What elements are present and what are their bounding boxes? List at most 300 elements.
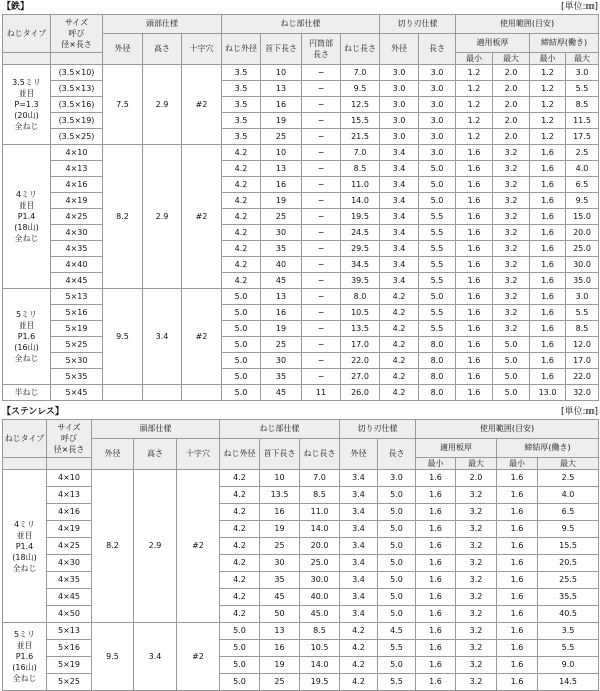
cd-cell: 4.2 [380,353,419,369]
ss-header-screw-type: ねじタイプ [3,420,47,458]
cl-cell: 3.0 [419,65,456,81]
dia-cell: 3.5 [222,65,261,81]
cyl-cell: − [302,129,341,145]
dia-cell: 5.0 [220,623,260,640]
size-cell: 5×16 [47,640,92,657]
cd-cell: 3.4 [380,193,419,209]
len-cell: 25 [260,538,300,555]
fmax-cell: 20.5 [538,555,599,572]
pmax-cell: 3.2 [456,572,497,589]
cyl-cell: − [302,225,341,241]
ss-header-blank-a [3,458,47,470]
thread-cell: 19.5 [341,209,380,225]
cl-cell: 4.5 [378,623,416,640]
pmin-cell: 1.6 [416,606,456,623]
size-cell: 4×10 [51,145,103,161]
size-cell: 5×25 [51,337,103,353]
pmin-cell: 1.2 [456,113,493,129]
cd-cell: 3.0 [380,129,419,145]
cd-cell: 3.4 [380,161,419,177]
len-cell: 25 [260,674,300,691]
ss-header-cross-recess: 十字穴 [177,439,220,470]
ss-header-cut-length: 長さ [378,439,416,470]
size-cell: 5×19 [47,657,92,674]
cyl-cell: − [302,353,341,369]
height-cell: 2.9 [134,470,177,623]
cyl-cell: − [302,369,341,385]
ss-header-thread-length: ねじ長さ [300,439,340,470]
fmin-cell: 1.6 [497,623,538,640]
header-under-head: 首下長さ [261,34,302,65]
fmin-cell: 1.6 [530,305,566,321]
thread-cell: 34.5 [341,257,380,273]
fmax-cell: 35.5 [538,589,599,606]
fmin-cell: 1.6 [497,640,538,657]
cd-cell: 3.4 [380,273,419,289]
pmin-cell: 1.6 [456,161,493,177]
ss-header-plate-max: 最大 [456,458,497,470]
len-cell: 25 [261,129,302,145]
len-cell: 45 [260,589,300,606]
cl-cell: 3.0 [419,81,456,97]
pmax-cell: 3.2 [456,521,497,538]
pmax-cell: 5.0 [493,369,530,385]
table-row [3,65,599,81]
fmax-cell: 5.5 [566,305,599,321]
cd-cell: 3.4 [380,257,419,273]
cd-cell: 3.4 [340,504,378,521]
cl-cell: 8.0 [419,369,456,385]
dia-cell: 5.0 [220,657,260,674]
thread-cell: 24.5 [341,225,380,241]
table-row [3,385,599,401]
fmin-cell: 1.6 [497,487,538,504]
cyl-cell: − [302,257,341,273]
fmin-cell: 1.2 [530,65,566,81]
size-cell: 4×40 [51,257,103,273]
ss-header-size-text: サイズ 呼び 径×長さ [53,423,85,454]
pmax-cell: 3.2 [493,177,530,193]
dia-cell: 4.2 [220,589,260,606]
cl-cell: 5.0 [378,589,416,606]
pmin-cell: 1.2 [456,97,493,113]
len-cell: 10 [261,65,302,81]
header-cutting-spec: 切り刃仕様 [380,15,456,34]
cd-cell: 4.2 [380,337,419,353]
thread-cell: 45.0 [300,606,340,623]
cd-cell: 3.4 [340,538,378,555]
size-cell: 4×45 [51,273,103,289]
thread-cell: 15.5 [341,113,380,129]
dia-cell: 4.2 [220,521,260,538]
fmax-cell: 15.5 [538,538,599,555]
thread-cell: 8.5 [300,623,340,640]
pmin-cell: 1.6 [416,674,456,691]
fmin-cell: 13.0 [530,385,566,401]
table-row [3,97,599,113]
cyl-cell: − [302,145,341,161]
thread-cell: 13.5 [341,321,380,337]
pmax-cell: 2.0 [456,470,497,487]
stainless-spec-table [2,419,599,691]
screw-type-text: 4ミリ 並目 P1.4 (18山) 全ねじ [14,190,39,243]
pmax-cell: 3.2 [493,257,530,273]
stainless-title: 【ステンレス】 [2,407,64,417]
cl-cell: 5.0 [419,289,456,305]
dia-cell: 4.2 [220,555,260,572]
table-row [3,129,599,145]
pmax-cell: 3.2 [493,209,530,225]
thread-cell: 25.0 [300,555,340,572]
table-row [3,369,599,385]
len-cell: 45 [261,385,302,401]
table-row [3,470,599,487]
cl-cell: 3.0 [378,470,416,487]
thread-cell: 27.0 [341,369,380,385]
fmax-cell: 11.5 [566,113,599,129]
pmax-cell: 3.2 [456,538,497,555]
cd-cell: 4.2 [340,640,378,657]
iron-unit: [単位:㎜] [560,2,598,12]
cd-cell: 4.2 [340,674,378,691]
fmax-cell: 12.0 [566,337,599,353]
cl-cell: 5.0 [419,193,456,209]
fmax-cell: 15.0 [566,209,599,225]
header-plate: 適用板厚 [456,34,530,53]
size-cell: 4×35 [47,572,92,589]
len-cell: 19 [261,113,302,129]
header-size [51,15,103,53]
fmin-cell: 1.6 [497,589,538,606]
cl-cell: 3.0 [419,97,456,113]
len-cell: 25 [261,209,302,225]
fmin-cell: 1.6 [497,606,538,623]
height-cell [143,385,182,401]
dia-cell: 5.0 [222,337,261,353]
thread-cell: 11.0 [341,177,380,193]
table-row [3,273,599,289]
dia-cell: 5.0 [220,640,260,657]
fmin-cell: 1.6 [497,657,538,674]
height-cell: 3.4 [134,623,177,691]
cd-cell: 4.2 [380,289,419,305]
len-cell: 50 [260,606,300,623]
cyl-cell: − [302,193,341,209]
size-cell: (3.5×25) [51,129,103,145]
cyl-cell: − [302,113,341,129]
dia-cell: 5.0 [222,305,261,321]
fmin-cell: 1.6 [530,161,566,177]
screw-type-text: 半ねじ [14,388,39,397]
fmin-cell: 1.6 [530,177,566,193]
pmin-cell: 1.6 [456,369,493,385]
header-plate-max: 最大 [493,53,530,65]
size-cell: 5×25 [47,674,92,691]
outer-cell: 9.5 [103,289,143,385]
ss-header-fasten-max: 最大 [538,458,599,470]
table-row [3,177,599,193]
fmax-cell: 20.0 [566,225,599,241]
fmin-cell: 1.6 [530,225,566,241]
pmin-cell: 1.6 [416,538,456,555]
cl-cell: 5.5 [419,241,456,257]
cd-cell: 3.4 [340,487,378,504]
header-thread-spec: ねじ部仕様 [222,15,380,34]
table-row [3,321,599,337]
table-row [3,225,599,241]
cd-cell: 3.4 [380,241,419,257]
dia-cell: 4.2 [222,145,261,161]
cyl-cell: − [302,81,341,97]
pmin-cell: 1.6 [456,241,493,257]
pmax-cell: 2.0 [493,129,530,145]
thread-cell: 39.5 [341,273,380,289]
cyl-cell: − [302,321,341,337]
fmin-cell: 1.6 [530,321,566,337]
size-cell: (3.5×19) [51,113,103,129]
pmin-cell: 1.6 [416,487,456,504]
table-row [3,289,599,305]
dia-cell: 5.0 [222,353,261,369]
size-cell: 4×16 [47,504,92,521]
table-row [3,145,599,161]
size-cell: 4×13 [51,161,103,177]
fmax-cell: 5.5 [566,81,599,97]
fmax-cell: 40.5 [538,606,599,623]
pmin-cell: 1.6 [416,657,456,674]
fmax-cell: 6.5 [566,177,599,193]
cyl-cell: − [302,273,341,289]
thread-cell: 14.0 [300,521,340,538]
thread-cell: 12.5 [341,97,380,113]
dia-cell: 5.0 [222,321,261,337]
fmin-cell: 1.6 [530,241,566,257]
thread-cell: 7.0 [341,145,380,161]
pmin-cell: 1.2 [456,65,493,81]
len-cell: 19 [261,193,302,209]
table-row [3,161,599,177]
fmax-cell: 2.5 [566,145,599,161]
dia-cell: 4.2 [220,538,260,555]
thread-cell: 10.5 [300,640,340,657]
pmin-cell: 1.6 [456,289,493,305]
cl-cell: 5.5 [419,225,456,241]
size-cell: 5×35 [51,369,103,385]
cross-cell: #2 [182,65,222,145]
cd-cell: 3.4 [340,606,378,623]
cross-cell: #2 [177,623,220,691]
pmin-cell: 1.6 [456,353,493,369]
cl-cell: 3.0 [419,145,456,161]
thread-cell: 21.5 [341,129,380,145]
header-plate-min: 最小 [456,53,493,65]
ss-header-plate-min: 最小 [416,458,456,470]
fmin-cell: 1.6 [530,369,566,385]
cl-cell: 5.0 [378,487,416,504]
header-fasten-max: 最大 [566,53,599,65]
size-cell: 5×19 [51,321,103,337]
thread-cell: 10.5 [341,305,380,321]
len-cell: 19 [260,521,300,538]
pmax-cell: 3.2 [456,674,497,691]
screw-type-cell [3,623,47,691]
size-cell: 4×13 [47,487,92,504]
header-cyl-length-text: 円筒部 長さ [309,39,333,59]
screw-type-cell [3,65,51,145]
fmax-cell: 3.0 [566,65,599,81]
fmin-cell: 1.6 [497,674,538,691]
thread-cell: 8.0 [341,289,380,305]
len-cell: 13 [261,289,302,305]
pmax-cell: 3.2 [493,161,530,177]
thread-cell: 14.0 [300,657,340,674]
dia-cell: 4.2 [220,487,260,504]
pmax-cell: 2.0 [493,81,530,97]
fmax-cell: 5.5 [538,640,599,657]
len-cell: 30 [260,555,300,572]
thread-cell: 19.5 [300,674,340,691]
size-cell: 4×10 [47,470,92,487]
cl-cell: 5.5 [378,640,416,657]
cd-cell: 4.2 [340,623,378,640]
cd-cell: 3.4 [340,589,378,606]
dia-cell: 4.2 [222,177,261,193]
pmin-cell: 1.6 [456,305,493,321]
thread-cell: 9.5 [341,81,380,97]
size-cell: 4×16 [51,177,103,193]
cyl-cell: − [302,337,341,353]
header-blank-b [51,53,103,65]
pmax-cell: 3.2 [456,623,497,640]
fmax-cell: 17.5 [566,129,599,145]
pmax-cell: 3.2 [493,225,530,241]
size-cell: 4×30 [51,225,103,241]
fmin-cell: 1.2 [530,97,566,113]
thread-cell: 7.0 [341,65,380,81]
len-cell: 25 [261,337,302,353]
pmax-cell: 5.0 [493,353,530,369]
fmin-cell: 1.6 [530,273,566,289]
pmax-cell: 2.0 [493,65,530,81]
pmin-cell: 1.6 [456,225,493,241]
cl-cell: 5.0 [419,177,456,193]
pmax-cell: 3.2 [493,321,530,337]
header-thread-length: ねじ長さ [341,34,380,65]
cd-cell: 3.0 [380,97,419,113]
pmax-cell: 3.2 [456,589,497,606]
fmax-cell: 14.5 [538,674,599,691]
outer-cell: 8.2 [92,470,134,623]
len-cell: 13 [260,623,300,640]
size-cell: 4×35 [51,241,103,257]
fmin-cell: 1.6 [497,504,538,521]
len-cell: 30 [261,225,302,241]
header-range: 使用範囲(目安) [456,15,599,34]
ss-header-size [47,420,92,458]
fmax-cell: 25.0 [566,241,599,257]
pmax-cell: 3.2 [456,555,497,572]
len-cell: 40 [261,257,302,273]
size-cell: 5×13 [47,623,92,640]
size-cell: 4×45 [47,589,92,606]
size-cell: 5×13 [51,289,103,305]
pmin-cell: 1.6 [456,145,493,161]
thread-cell: 7.0 [300,470,340,487]
header-head-spec: 頭部仕様 [103,15,222,34]
cd-cell: 3.4 [380,225,419,241]
ss-header-cut-dia: 外径 [340,439,378,470]
ss-header-cutting-spec: 切り刃仕様 [340,420,416,439]
pmin-cell: 1.2 [456,129,493,145]
height-cell: 2.9 [143,65,182,145]
pmin-cell: 1.6 [416,589,456,606]
cd-cell: 3.4 [340,470,378,487]
pmax-cell: 3.2 [456,487,497,504]
table-row [3,353,599,369]
cl-cell: 5.0 [378,572,416,589]
fmin-cell: 1.2 [530,81,566,97]
pmax-cell: 3.2 [456,640,497,657]
screw-type-text: 5ミリ 並目 P1.6 (16山) 全ねじ [14,310,39,363]
len-cell: 16 [261,97,302,113]
fmax-cell: 8.5 [566,97,599,113]
cd-cell: 4.2 [380,321,419,337]
size-cell: 4×19 [51,193,103,209]
cl-cell: 8.0 [419,337,456,353]
fmin-cell: 1.6 [530,145,566,161]
pmin-cell: 1.6 [456,337,493,353]
cl-cell: 3.0 [419,113,456,129]
ss-header-fasten: 締結厚(働き) [497,439,599,458]
len-cell: 35 [260,572,300,589]
thread-cell: 11.0 [300,504,340,521]
header-cut-length: 長さ [419,34,456,65]
fmax-cell: 2.5 [538,470,599,487]
cd-cell: 3.0 [380,113,419,129]
size-cell: 5×16 [51,305,103,321]
cyl-cell: − [302,65,341,81]
thread-cell: 26.0 [341,385,380,401]
cl-cell: 5.0 [378,606,416,623]
len-cell: 13 [261,161,302,177]
screw-type-cell [3,385,51,401]
cd-cell: 3.4 [340,555,378,572]
pmin-cell: 1.6 [416,640,456,657]
fmax-cell: 3.0 [566,289,599,305]
ss-header-height: 高さ [134,439,177,470]
fmin-cell: 1.2 [530,113,566,129]
header-screw-type: ねじタイプ [3,15,51,53]
cl-cell: 5.5 [419,257,456,273]
dia-cell: 4.2 [222,209,261,225]
cl-cell: 5.5 [419,273,456,289]
fmin-cell: 1.6 [530,353,566,369]
pmax-cell: 3.2 [493,305,530,321]
ss-header-fasten-min: 最小 [497,458,538,470]
cyl-cell: − [302,289,341,305]
cyl-cell: 11 [302,385,341,401]
pmax-cell: 3.2 [456,657,497,674]
size-cell: 5×30 [51,353,103,369]
cyl-cell: − [302,177,341,193]
cl-cell: 5.0 [378,521,416,538]
dia-cell: 4.2 [222,273,261,289]
pmax-cell: 5.0 [493,337,530,353]
dia-cell: 4.2 [222,225,261,241]
len-cell: 10 [260,470,300,487]
pmax-cell: 5.0 [493,385,530,401]
thread-cell: 29.5 [341,241,380,257]
